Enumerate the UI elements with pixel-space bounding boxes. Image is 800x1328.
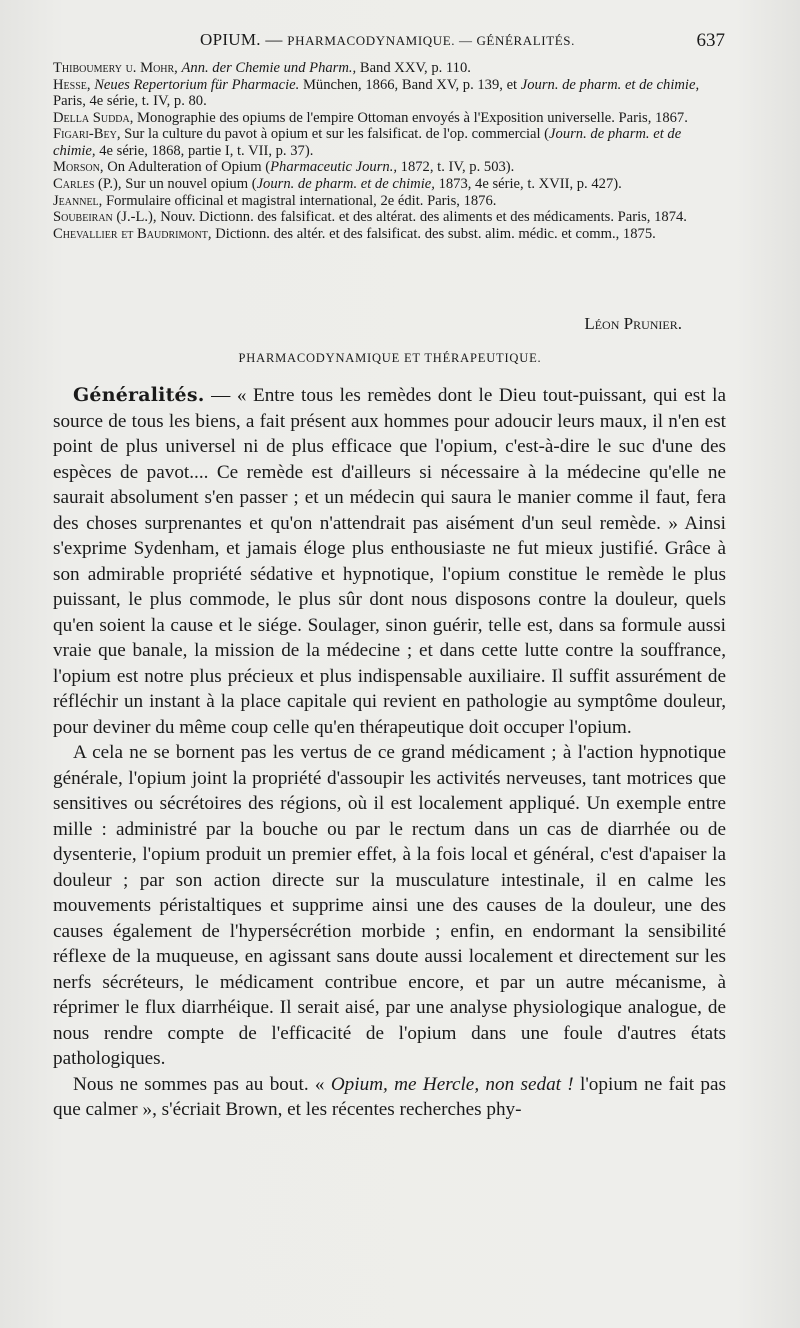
section-title: PHARMACODYNAMIQUE ET THÉRAPEUTIQUE. <box>238 351 542 365</box>
running-title-main: OPIUM. — <box>200 30 283 49</box>
running-title <box>50 30 725 50</box>
bibliography-entry <box>53 126 726 158</box>
page-number: 637 <box>696 30 725 51</box>
bib-details: On Adulteration of Opium ( <box>107 159 271 176</box>
bib-author: Thiboumery u. Mohr, <box>53 60 178 76</box>
paragraph <box>53 740 726 1072</box>
paragraph-text: Nous ne sommes pas au bout. « <box>73 1073 325 1095</box>
bib-details: 4e série, 1868, partie I, t. VII, p. 37). <box>99 142 314 159</box>
bib-author: Chevallier et Baudrimont, <box>53 226 212 243</box>
bibliography-entry <box>53 159 726 175</box>
running-title-section: PHARMACODYNAMIQUE. — GÉNÉRALITÉS. <box>287 33 575 48</box>
bib-journal: Pharmaceutic Journ., <box>270 159 397 176</box>
bib-journal: Journ. de pharm. et de chimie, <box>520 76 700 93</box>
bib-journal: Journ. de pharm. et de chimie, <box>256 175 435 192</box>
paragraph <box>53 1072 726 1123</box>
bib-details: Band XXV, p. 110. <box>359 60 471 76</box>
bib-journal: Journ. de pharm. et de chimie, <box>53 126 682 159</box>
paragraph-text: l'opium ne fait pas que calmer », s'écriait Brown, et les récentes recherches phy- <box>53 1073 726 1120</box>
paragraph-quote: Opium, me Hercle, non sedat ! <box>330 1073 574 1095</box>
running-header <box>50 30 725 54</box>
bib-author: Della Sudda, <box>53 109 134 126</box>
body-text <box>53 383 726 1123</box>
bibliography-entry <box>53 226 726 242</box>
bib-details: Paris, 4e série, t. IV, p. 80. <box>53 92 207 109</box>
paragraph <box>53 383 726 740</box>
paragraph-heading: Généralités. <box>73 384 205 406</box>
bib-author: Figari-Bey, <box>53 126 121 143</box>
bib-details: Monographie des opiums de l'empire Ottoman envoyés à l'Exposition universelle. Paris, 1867. <box>137 109 688 126</box>
bibliography-entry <box>53 209 726 225</box>
bibliography-entry <box>53 77 726 109</box>
bibliography <box>53 60 726 243</box>
author-signature: Léon Prunier. <box>584 314 682 333</box>
paragraph-text: — « Entre tous les remèdes dont le Dieu tout-puissant, qui est la source de tous les biens, a fait présent aux hommes pour adoucir leurs maux, il n'en est point de plus universel ni de plus efficace que l'opium, c'est-à-dire le suc d'une des espèces de pavot.... Ce remède est d'ailleurs si nécessaire à la médecine qu'elle ne saurait absolument s'en passer ; et un médecin qui saura le manier comme il faut, fera des choses surprenantes et qu'on n'attendrait pas aisément d'un seul remède. » Ainsi s'exprime Sydenham, et jamais éloge plus enthousiaste ne fut mieux justifié. Grâce à son admirable propriété sédative et hypnotique, l'opium constitue le remède le plus puissant, le plus commode, le plus sûr dont nous disposons contre la douleur, quels qu'en soient la cause et le siége. Soulager, sinon guérir, telle est, dans sa formule aussi vraie que banale, la mission de la médecine ; et dans cette lutte contre la souffrance, l'opium est notre plus précieux et plus indispensable auxiliaire. Il suffit assurément de réfléchir un instant à la place capitale qui revient en pathologie au symptôme douleur, pour deviner du même coup celle qu'en thérapeutique doit occuper l'opium. <box>53 385 726 738</box>
bibliography-entry <box>53 60 726 76</box>
bib-details: Sur la culture du pavot à opium et sur les falsificat. de l'op. commercial ( <box>124 126 550 143</box>
bib-details: München, 1866, Band XV, p. 139, et <box>302 76 518 93</box>
bibliography-entry <box>53 193 726 209</box>
bib-author: Carles (P.), <box>53 175 122 192</box>
bib-title: Ann. der Chemie und Pharm., <box>181 60 357 76</box>
bib-author: Morson, <box>53 159 104 176</box>
bib-title: Neues Repertorium für Pharmacie. <box>94 76 300 93</box>
bib-details: Dictionn. des altér. et des falsificat. des subst. alim. médic. et comm., 1875. <box>215 226 656 243</box>
bib-details: 1873, 4e série, t. XVII, p. 427). <box>438 175 622 192</box>
bib-author: Hesse, <box>53 76 91 93</box>
bib-author: Soubeiran (J.-L.), <box>53 209 157 226</box>
bib-author: Jeannel, <box>53 192 103 209</box>
bib-details: 1872, t. IV, p. 503). <box>400 159 515 176</box>
bib-details: Nouv. Dictionn. des falsificat. et des altérat. des aliments et des médicaments. Paris, 1874. <box>160 209 687 226</box>
bib-details: Formulaire officinal et magistral international, 2e édit. Paris, 1876. <box>105 192 497 209</box>
bibliography-entry <box>53 176 726 192</box>
paragraph-text: A cela ne se bornent pas les vertus de ce grand médicament ; à l'action hypnotique générale, l'opium joint la propriété d'assoupir les activités nerveuses, tant motrices que sensitives ou sécrétoires des régions, où il est localement appliqué. Un exemple entre mille : administré par la bouche ou par le rectum dans un cas de diarrhée ou de dysenterie, l'opium produit un premier effet, à la fois local et général, c'est d'apaiser la douleur ; par son action directe sur la musculature intestinale, il en calme les mouvements péristaltiques et supprime ainsi une des causes de la douleur, une des causes également de l'hypersécrétion morbide ; enfin, en endormant la sensibilité réflexe de la muqueuse, en agissant sans doute aussi localement et directement sur les nerfs sécréteurs, le médicament contribue encore, et par un autre mécanisme, à réprimer le flux diarrhéique. Il serait aisé, par une analyse physiologique analogue, de nous rendre compte de l'efficacité de l'opium dans une foule d'autres états pathologiques. <box>53 742 726 1069</box>
bibliography-entry <box>53 110 726 126</box>
bib-details: Sur un nouvel opium ( <box>125 175 257 192</box>
